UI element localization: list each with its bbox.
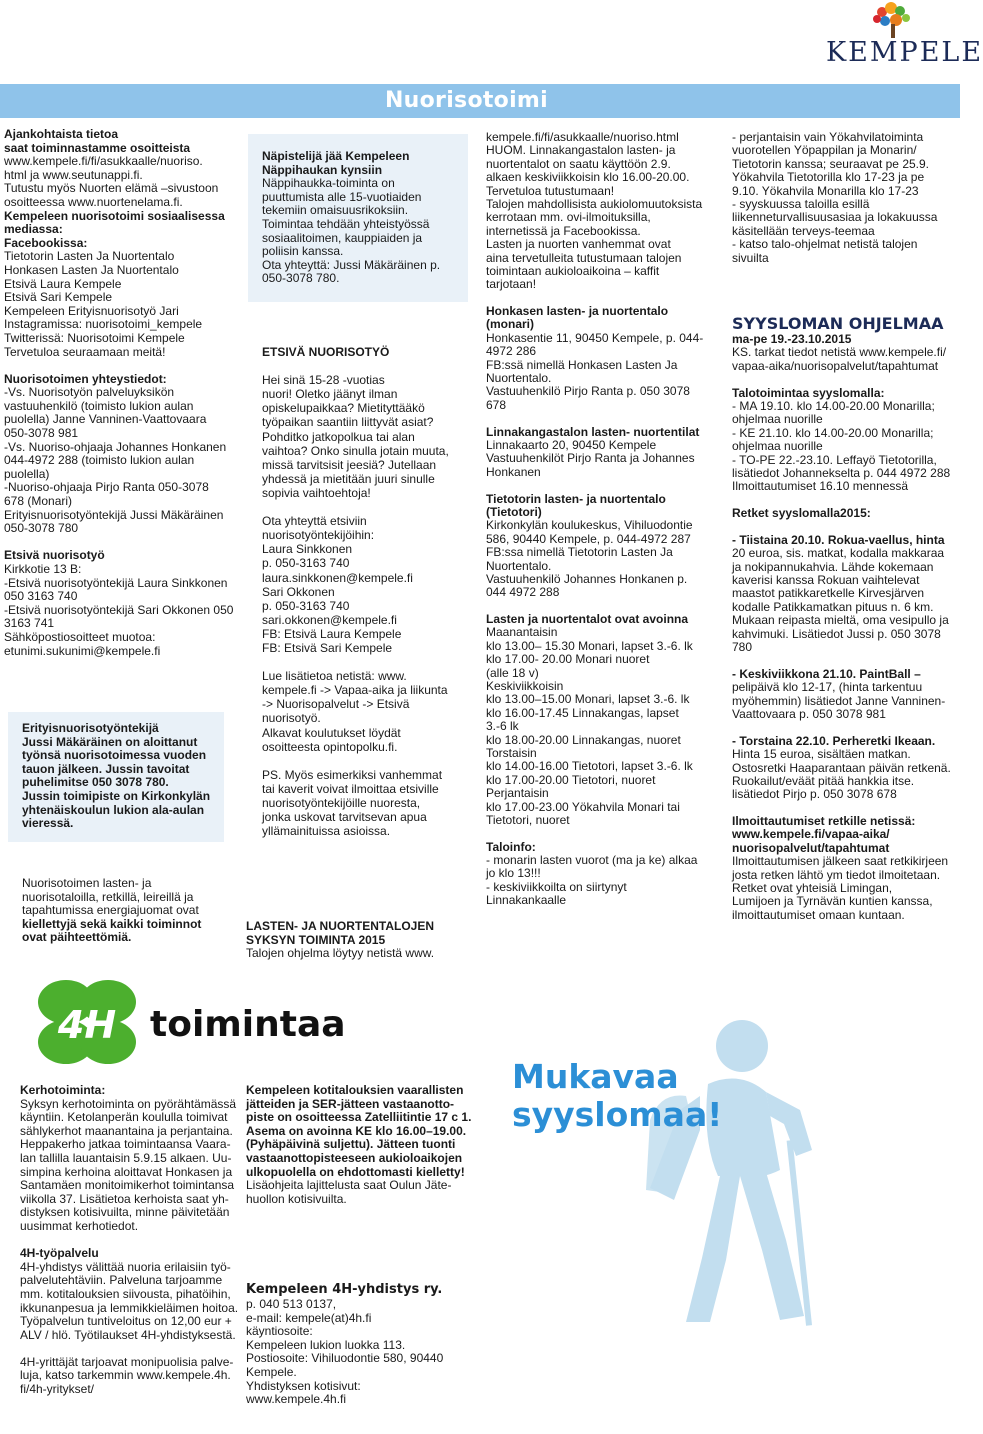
text-line: sivuilta bbox=[732, 250, 769, 265]
text-line: ALV / hlö. Työtilaukset 4H-yhdistyksestä. bbox=[20, 1327, 236, 1342]
text-line: Tietotorin lasten- ja nuortentalo bbox=[486, 491, 666, 506]
text-line: - keskiviikkoilta on siirtynyt bbox=[486, 879, 627, 894]
text-line: Näppihaukka-toiminta on bbox=[262, 176, 395, 191]
text-line: klo 18.00-20.00 Linnakangas, nuoret bbox=[486, 732, 681, 747]
text-line: klo 16.00-17.45 Linnakangas, lapset bbox=[486, 705, 679, 720]
text-line: poliisin kanssa. bbox=[262, 244, 344, 259]
text-line: puolella) Janne Vanninen-Vaattovaara bbox=[4, 412, 207, 427]
text-line: Mukaan reipasta mieltä, oma vesipullo ja bbox=[732, 613, 949, 628]
text-line: Kerhotoiminta: bbox=[20, 1083, 106, 1097]
text-line: Yökahvila Tietotorilla klo 17-23 ja pe bbox=[732, 170, 925, 185]
column-2-etsiva bbox=[262, 345, 472, 838]
text-line: Tietotorin kanssa; seuraavat pe 25.9. bbox=[732, 156, 930, 171]
text-line: josta retken lähtö ym tiedot ilmoitetaan. bbox=[732, 867, 941, 882]
text-line: nuortentalot on saatu käyttöön 2.9. bbox=[486, 156, 671, 171]
text-line: Syksyn kerhotoiminta on pyörähtämässä bbox=[20, 1096, 237, 1111]
text-line: Yhdistyksen kotisivut: bbox=[246, 1378, 361, 1393]
text-line: kiellettyjä sekä kaikki toiminnot bbox=[22, 916, 202, 931]
text-line: internetissä ja Facebookissa. bbox=[486, 223, 641, 238]
text-line: jo klo 13!!! bbox=[486, 866, 541, 881]
text-line: vastaanottopisteeseen aukioloaikojen bbox=[246, 1150, 463, 1165]
column-1 bbox=[4, 128, 234, 658]
text-line: -Etsivä nuorisotyöntekijä Laura Sinkkonen bbox=[4, 575, 228, 590]
text-line: Linnakaarto 20, 90450 Kempele bbox=[486, 437, 657, 452]
text-line: Ilmoittautumiset 16.10 mennessä bbox=[732, 479, 909, 494]
text-line: Näpistelijä jää Kempeleen bbox=[262, 149, 410, 163]
text-line: - Tiistaina 20.10. Rokua-vaellus, hinta bbox=[732, 532, 945, 547]
slogan-line-2: syyslomaa! bbox=[512, 1095, 723, 1134]
text-line: lisätiedot Pirjo p. 050 3078 678 bbox=[732, 787, 897, 802]
text-line: vuorotellen Yöpappilan ja Monarin/ bbox=[732, 143, 917, 158]
text-line: p. 050-3163 740 bbox=[262, 598, 350, 613]
text-line: Honkasentie 11, 90450 Kempele, p. 044- bbox=[486, 330, 704, 345]
text-line bbox=[20, 1234, 240, 1248]
text-line: maastot patikkaretkelle Kirvesjärven bbox=[732, 586, 925, 601]
text-line: luja, katso tarkemmin www.kempele.4h. bbox=[20, 1368, 231, 1383]
text-line: 9.10. Yökahvila Monarilla klo 17-23 bbox=[732, 183, 919, 198]
text-line: puuttumista alle 15-vuotiaiden bbox=[262, 189, 422, 204]
text-line: jätteiden ja SER-jätteen vastaanotto- bbox=[246, 1096, 455, 1111]
text-line: Facebookissa: bbox=[4, 235, 88, 250]
text-line: Sähköpostiosoitteet muotoa: bbox=[4, 629, 156, 644]
text-line: - monarin lasten vuorot (ma ja ke) alkaa bbox=[486, 853, 698, 868]
text-line: piste on osoitteessa Zatelliitintie 17 c 1. bbox=[246, 1110, 472, 1125]
text-line: fi/4h-yritykset/ bbox=[20, 1382, 95, 1397]
text-line: 044 4972 288 bbox=[486, 585, 560, 600]
text-line: Kempeleen Erityisnuorisotyö Jari bbox=[4, 303, 179, 318]
text-line: Nuortentalo. bbox=[486, 371, 552, 386]
section-banner bbox=[0, 84, 960, 118]
column-4-syysloma bbox=[732, 333, 960, 922]
text-line: aina tervetulleita tutustumaan talojen bbox=[486, 250, 682, 265]
text-line: - katso talo-ohjelmat netistä talojen bbox=[732, 237, 918, 252]
text-line: Lasten ja nuortentalot ovat avoinna bbox=[486, 612, 689, 627]
text-line: Tervetuloa tutustumaan! bbox=[486, 183, 615, 198]
text-line: käsitellään terveys-teemaa bbox=[732, 223, 875, 238]
text-line: lisätiedot Johannekselta p. 044 4972 288 bbox=[732, 465, 951, 480]
text-line: Kirkonkylän koulukeskus, Vihiluodontie bbox=[486, 518, 693, 533]
text-line: Tietotorin Lasten Ja Nuortentalo bbox=[4, 249, 175, 264]
text-line: Erityisnuorisotyöntekijä bbox=[22, 721, 159, 735]
text-line: Talojen mahdollisista aukiolomuutoksista bbox=[486, 196, 703, 211]
text-line: 780 bbox=[732, 639, 753, 654]
text-line: puhelimitse 050 3078 780. bbox=[22, 775, 169, 790]
text-line: puolella) bbox=[4, 466, 50, 481]
text-line bbox=[262, 754, 472, 768]
text-line: Heppakerho jatkaa toimintaansa Vaara- bbox=[20, 1137, 231, 1152]
text-line: tekemiin omaisuusrikoksiin. bbox=[262, 203, 409, 218]
text-line: 4H-työpalvelu bbox=[20, 1246, 99, 1261]
text-line: pelipäivä klo 12-17, (hinta tarkentuu bbox=[732, 680, 923, 695]
text-line: html ja www.seutunappi.fi. bbox=[4, 167, 143, 182]
slogan bbox=[512, 1058, 722, 1134]
column-4-intro bbox=[732, 131, 960, 265]
text-line: ma-pe 19.-23.10.2015 bbox=[732, 332, 852, 346]
text-line: Tutustu myös Nuorten elämä –sivustoon bbox=[4, 181, 219, 196]
kempele-logo bbox=[820, 0, 983, 72]
text-line: Erityisnuorisotyöntekijä Jussi Mäkäräinen bbox=[4, 507, 224, 522]
text-line: kahvimuki. Lisätiedot Jussi p. 050 3078 bbox=[732, 626, 941, 641]
text-line: Nuorisotoimen lasten- ja bbox=[22, 876, 152, 890]
text-line: Etsivä Sari Kempele bbox=[4, 290, 113, 305]
text-line: 4H-yrittäjät tarjoavat monipuolisia palve- bbox=[20, 1354, 234, 1369]
text-line bbox=[732, 721, 960, 734]
text-line: tai kaverit voivat ilmoittaa etsiville bbox=[262, 781, 439, 796]
text-line: klo 13.00–15.00 Monari, lapset 3.-6. lk bbox=[486, 692, 690, 707]
text-line: jonka uskovat tarvitsevan apua bbox=[262, 810, 427, 825]
text-line: p. 050-3163 740 bbox=[262, 556, 350, 571]
text-line: PS. Myös esimerkiksi vanhemmat bbox=[262, 767, 443, 782]
text-line: 678 (Monari) bbox=[4, 494, 73, 509]
text-line: Vastuuhenkilöt Pirjo Ranta ja Johannes bbox=[486, 451, 695, 466]
text-line: Taloinfo: bbox=[486, 839, 536, 854]
slogan-line-1: Mukavaa bbox=[512, 1057, 679, 1096]
text-line: Jussin toimipiste on Kirkonkylän bbox=[22, 788, 211, 803]
text-line: Sari Okkonen bbox=[262, 584, 335, 599]
fourh-logo bbox=[28, 972, 146, 1072]
text-line: Tietotori, nuoret bbox=[486, 812, 570, 827]
text-line: 3.-6 lk bbox=[486, 719, 519, 734]
text-line bbox=[732, 802, 960, 815]
text-line: Torstaisin bbox=[486, 745, 537, 760]
text-line: kodalle Patikkamatkan pituus n. 6 km. bbox=[732, 599, 934, 614]
text-line: simpina kerhoina aloittavat Honkasen ja bbox=[20, 1164, 233, 1179]
text-line bbox=[486, 600, 718, 613]
text-line: Jussi Mäkäräinen on aloittanut bbox=[22, 734, 198, 749]
text-line: Santamäen monitoimikerhot toimintansa bbox=[20, 1178, 235, 1193]
text-line: Pohditko jatkopolkua tai alan bbox=[262, 429, 415, 444]
text-line bbox=[486, 827, 718, 840]
text-line: Kempeleen nuorisotoimi sosiaalisessa bbox=[4, 208, 225, 223]
text-line: Työpalvelun tuntiveloitus on 12,00 eur + bbox=[20, 1314, 232, 1329]
text-line: tauon jälkeen. Jussin tavoitat bbox=[22, 761, 190, 776]
text-line: työnsä nuorisotoimessa vuoden bbox=[22, 748, 207, 763]
text-line: (alle 18 v) bbox=[486, 665, 539, 680]
text-line: missä tarvitsisit jeesiä? Jutellaan bbox=[262, 457, 437, 472]
text-line: käyntiosoite: bbox=[246, 1324, 313, 1339]
text-line: klo 14.00-16.00 Tietotori, lapset 3.-6. lk bbox=[486, 759, 693, 774]
text-line: osoitteesta opintopolku.fi. bbox=[262, 739, 398, 754]
column-3-nuortentalot bbox=[486, 131, 718, 908]
text-line: -> Nuorisopalvelut -> Etsivä bbox=[262, 697, 410, 712]
text-line: Kempele. bbox=[246, 1364, 297, 1379]
text-line: ikkunanpesua ja lemmikkieläimen hoitoa. bbox=[20, 1300, 239, 1315]
text-line bbox=[4, 536, 234, 550]
text-line: vaihtoa? Onko sinulla jotain muuta, bbox=[262, 443, 449, 458]
text-line: klo 17.00-20.00 Tietotori, nuoret bbox=[486, 772, 656, 787]
text-line: 20 euroa, sis. matkat, kodalla makkaraa bbox=[732, 546, 945, 561]
text-line: vastuuhenkilö (toimisto lukion aulan bbox=[4, 398, 194, 413]
text-line: sopivia vaihtoehtoja! bbox=[262, 485, 371, 500]
text-line: viikolla 37. Lisätietoa kerhoista saat yh- bbox=[20, 1191, 229, 1206]
text-line: Lue lisätietoa netistä: www. bbox=[262, 669, 407, 684]
text-line: opiskelupaikkaa? Mietityttääkö bbox=[262, 401, 425, 416]
text-line: Honkasen lasten- ja nuortentalo bbox=[486, 304, 669, 319]
text-line: huollon kotisivuilta. bbox=[246, 1191, 347, 1206]
text-line: 050-3078 780 bbox=[4, 521, 79, 536]
text-line: liikenneturvallisuusasiaa ja lokakuussa bbox=[732, 210, 938, 225]
text-line: etunimi.sukunimi@kempele.fi bbox=[4, 643, 161, 658]
text-line: KS. tarkat tiedot netistä www.kempele.fi/ bbox=[732, 345, 947, 360]
text-line: 678 bbox=[486, 397, 507, 412]
text-line: Perjantaisin bbox=[486, 786, 549, 801]
text-line: Honkasen Lasten Ja Nuortentalo bbox=[4, 262, 179, 277]
text-line: Ota yhteyttä: Jussi Mäkäräinen p. bbox=[262, 257, 441, 272]
text-line: www.kempele.fi/vapaa-aika/ bbox=[732, 827, 890, 842]
text-line: (Tietotori) bbox=[486, 504, 542, 519]
text-line: Näppihaukan kynsiin bbox=[262, 162, 383, 177]
text-line: Linnakangastalon lasten- nuortentilat bbox=[486, 424, 700, 439]
text-line: nuorisotaloilla, retkillä, leireillä ja bbox=[22, 889, 194, 904]
text-line: Talojen ohjelma löytyy netistä www. bbox=[246, 946, 435, 961]
text-line: nuori! Oletko jäänyt ilman bbox=[262, 387, 398, 402]
text-line: 4H-yhdistys välittää nuoria erilaisiin työ- bbox=[20, 1259, 231, 1274]
text-line: yhtenäiskoulun lukion ala-aulan bbox=[22, 802, 205, 817]
text-line: Etsivä nuorisotyö bbox=[4, 548, 105, 563]
text-line: Hei sinä 15-28 -vuotias bbox=[262, 373, 385, 388]
text-line bbox=[262, 500, 472, 514]
text-line bbox=[486, 292, 718, 305]
text-line: p. 040 513 0137, bbox=[246, 1297, 337, 1311]
text-line: 586, 90440 Kempele, p. 044-4972 287 bbox=[486, 531, 691, 546]
text-line: Ilmoittautumiset retkille netissä: bbox=[732, 814, 916, 829]
text-line: sari.okkonen@kempele.fi bbox=[262, 612, 397, 627]
text-line: Lisäohjeita lajittelusta saat Oulun Jäte- bbox=[246, 1178, 452, 1193]
text-line: Vastuuhenkilö Johannes Honkanen p. bbox=[486, 571, 688, 586]
text-line bbox=[732, 520, 960, 533]
text-line: - KE 21.10. klo 14.00-20.00 Monarilla; bbox=[732, 425, 934, 440]
text-line: sosiaalitoimen, kauppiaiden ja bbox=[262, 230, 423, 245]
clover-logo-icon bbox=[28, 972, 146, 1072]
text-line: Lumijoen ja Tyrnävän kuntien kanssa, bbox=[732, 894, 933, 909]
text-line: kaverisi kanssa Rokuan vaihtelevat bbox=[732, 573, 920, 588]
text-line: FB: Etsivä Laura Kempele bbox=[262, 626, 402, 641]
text-line: ETSIVÄ NUORISOTYÖ bbox=[262, 345, 390, 359]
text-line: vieressä. bbox=[22, 816, 74, 831]
text-line: Nuortentalo. bbox=[486, 558, 552, 573]
text-line: Vaattovaara p. 050 3078 981 bbox=[732, 706, 886, 721]
jatteet-info bbox=[246, 1084, 476, 1206]
text-line: Ruokailut/eväät pitää hankkia itse. bbox=[732, 773, 915, 788]
text-line: e-mail: kempele(at)4h.fi bbox=[246, 1310, 372, 1325]
text-line: uusimmat kerhotiedot. bbox=[20, 1218, 139, 1233]
text-line: Lasten ja nuorten vanhemmat ovat bbox=[486, 237, 671, 252]
text-line: www.kempele.4h.fi bbox=[246, 1392, 347, 1407]
text-line: (Pyhäpäivinä suljettu). Jätteen tuonti bbox=[246, 1137, 456, 1152]
text-line: osoitteessa www.nuortenelama.fi. bbox=[4, 194, 183, 209]
text-line: ulkopuolella on ehdottomasti kielletty! bbox=[246, 1164, 465, 1179]
text-line: Kempeleen lukion luokka 113. bbox=[246, 1337, 406, 1352]
text-line bbox=[262, 359, 472, 373]
text-line: Laura Sinkkonen bbox=[262, 542, 353, 557]
text-line: www.kempele.fi/fi/asukkaalle/nuoriso. bbox=[4, 154, 203, 169]
fourh-kerhotoiminta bbox=[20, 1084, 240, 1397]
text-line bbox=[4, 359, 234, 373]
text-line: tarjotaan! bbox=[486, 277, 537, 292]
text-line: LASTEN- JA NUORTENTALOJEN bbox=[246, 919, 435, 933]
text-line: vapaa-aika/nuorisopalvelut/tapahtumat bbox=[732, 358, 939, 373]
info-box-erityisnuorisotyo bbox=[8, 712, 224, 842]
text-line: ohjelmaa nuorille bbox=[732, 439, 823, 454]
section-title: Nuorisotoimi bbox=[384, 88, 548, 113]
text-line: työpaikan saantiin liittyvät asiat? bbox=[262, 415, 434, 430]
text-line: Kempeleen kotitalouksien vaarallisten bbox=[246, 1083, 464, 1097]
text-line: 4972 286 bbox=[486, 344, 537, 359]
text-line bbox=[486, 479, 718, 492]
text-line: 050-3078 780. bbox=[262, 271, 340, 286]
text-line: Maanantaisin bbox=[486, 625, 558, 640]
text-line: Ostosretki Haaparantaan päivän retkenä. bbox=[732, 760, 951, 775]
text-line: - Torstaina 22.10. Perheretki Ikeaan. bbox=[732, 733, 936, 748]
text-line: Alkavat koulutukset löydät bbox=[262, 725, 401, 740]
text-line: lan tallilla lauantaisin 5.9.15 alkaen. Uu- bbox=[20, 1150, 232, 1165]
text-line: Talotoimintaa syyslomalla: bbox=[732, 385, 885, 400]
text-line: yllämainituissa asioissa. bbox=[262, 824, 391, 839]
text-line: - syyskuussa taloilla esillä bbox=[732, 196, 870, 211]
text-line: klo 17.00-23.00 Yökahvila Monari tai bbox=[486, 799, 680, 814]
text-line bbox=[20, 1342, 240, 1356]
text-line bbox=[732, 373, 960, 386]
text-line: laura.sinkkonen@kempele.fi bbox=[262, 570, 413, 585]
text-line: 3163 741 bbox=[4, 616, 55, 631]
text-line bbox=[732, 494, 960, 507]
text-line: Retket syyslomalla2015: bbox=[732, 506, 871, 521]
fourh-title: toimintaa bbox=[150, 1004, 346, 1045]
text-line: Nuorisotoimen yhteystiedot: bbox=[4, 371, 167, 386]
text-line: FB:ssä nimellä Honkasen Lasten Ja bbox=[486, 357, 678, 372]
text-line: nuorisopalvelut/tapahtumat bbox=[732, 840, 890, 855]
text-line: Retket ovat yhteisiä Limingan, bbox=[732, 881, 893, 896]
text-line: alkaen keskiviikkoisin klo 16.00-20.00. bbox=[486, 170, 690, 185]
text-line: ilmoittautumiset omaan kuntaan. bbox=[732, 907, 905, 922]
brand-name: KEMPELE bbox=[826, 37, 983, 68]
text-line: mediassa: bbox=[4, 222, 63, 237]
text-line: yhdessä ja mietitään juuri sinulle bbox=[262, 471, 435, 486]
text-line: ohjelmaa nuorille bbox=[732, 412, 823, 427]
talojen-ohjelma-note bbox=[246, 920, 476, 961]
hiker-icon bbox=[590, 1000, 830, 1330]
text-line: kempele.fi -> Vapaa-aika ja liikunta bbox=[262, 683, 448, 698]
text-line: palvelutehtäviin. Palveluna tarjoamme bbox=[20, 1273, 223, 1288]
text-line: nuorisotyö. bbox=[262, 711, 321, 726]
text-line: FB:ssa nimellä Tietotorin Lasten Ja bbox=[486, 545, 673, 560]
text-line: Twitterissä: Nuorisotoimi Kempele bbox=[4, 330, 185, 345]
text-line: HUOM. Linnakangastalon lasten- ja bbox=[486, 143, 676, 158]
text-line: - MA 19.10. klo 14.00-20.00 Monarilla; bbox=[732, 398, 935, 413]
text-line: Postiosoite: Vihiluodontie 580, 90440 bbox=[246, 1351, 444, 1366]
text-line: kempele.fi/fi/asukkaalle/nuoriso.html bbox=[486, 130, 679, 144]
fourh-contact-title: Kempeleen 4H-yhdistys ry. bbox=[246, 1282, 443, 1297]
text-line: - Keskiviikkona 21.10. PaintBall – bbox=[732, 666, 921, 681]
text-line: FB: Etsivä Sari Kempele bbox=[262, 640, 393, 655]
text-line bbox=[262, 655, 472, 669]
text-line: sählykerhot maanantaina ja perjantaina. bbox=[20, 1123, 233, 1138]
text-line: Etsivä Laura Kempele bbox=[4, 276, 122, 291]
text-line: saat toiminnastamme osoitteista bbox=[4, 140, 191, 155]
text-line: Instagramissa: nuorisotoimi_kempele bbox=[4, 317, 203, 332]
text-line: (monari) bbox=[486, 317, 534, 332]
text-line: Toimintaa tehdään yhteistyössä bbox=[262, 216, 430, 231]
info-box-paihteettomyys bbox=[22, 877, 222, 945]
text-line: Ajankohtaista tietoa bbox=[4, 127, 119, 141]
text-line: - perjantaisin vain Yökahvilatoiminta bbox=[732, 130, 924, 144]
syysloma-heading: SYYSLOMAN OHJELMAA bbox=[732, 314, 944, 333]
text-line: ovat päihteettömiä. bbox=[22, 930, 132, 945]
text-line: -Vs. Nuoriso-ohjaaja Johannes Honkanen bbox=[4, 439, 227, 454]
text-line: mm. kotitalouksien siivousta, pihatöihin, bbox=[20, 1286, 231, 1301]
text-line: nuorisotyöntekijöihin: bbox=[262, 528, 375, 543]
text-line: Linnakankaalle bbox=[486, 893, 567, 908]
text-line: Kirkkotie 13 B: bbox=[4, 562, 82, 576]
text-line: nuorisotyöntekijöille nuoresta, bbox=[262, 796, 421, 810]
text-line: -Etsivä nuorisotyöntekijä Sari Okkonen 050 bbox=[4, 602, 234, 617]
text-line: 044-4972 288 (toimisto lukion aulan bbox=[4, 453, 195, 468]
text-line: - TO-PE 22.-23.10. Leffayö Tietotorilla, bbox=[732, 452, 937, 467]
text-line bbox=[732, 654, 960, 667]
text-line: -Vs. Nuorisotyön palveluyksikön bbox=[4, 385, 175, 400]
fourh-contact bbox=[246, 1298, 476, 1407]
text-line: Tervetuloa seuraamaan meitä! bbox=[4, 344, 166, 359]
text-line: Ota yhteyttä etsiviin bbox=[262, 514, 367, 529]
text-line: kerrotaan mm. ovi-ilmoituksilla, bbox=[486, 210, 651, 225]
text-line: käyntiin. Ketolanperän koululla toimivat bbox=[20, 1110, 228, 1125]
text-line: toimintaan aukioloaikoina – kaffit bbox=[486, 263, 660, 278]
text-line bbox=[486, 412, 718, 425]
text-line: distyksen kotisivuilta, minne päivitetään bbox=[20, 1205, 230, 1220]
fourh-logo-text: 4H bbox=[57, 1003, 117, 1047]
text-line: Honkanen bbox=[486, 464, 541, 479]
text-line: Hinta 15 euroa, sisältäen matkan. bbox=[732, 747, 911, 762]
text-line: Ilmoittautumisen jälkeen saat retkikirjeen bbox=[732, 854, 949, 869]
text-line: Keskiviikkoisin bbox=[486, 679, 564, 694]
text-line: SYKSYN TOIMINTA 2015 bbox=[246, 932, 386, 947]
text-line: 050 3163 740 bbox=[4, 589, 78, 604]
text-line: ja nokipannukahvia. Lähde kokemaan bbox=[732, 559, 934, 574]
text-line: myöhemmin) lisätiedot Janne Vanninen- bbox=[732, 693, 946, 708]
text-line: tapahtumissa energiajuomat ovat bbox=[22, 903, 199, 918]
tree-logo-icon bbox=[864, 2, 924, 40]
text-line: klo 17.00- 20.00 Monari nuoret bbox=[486, 652, 650, 667]
text-line: Vastuuhenkilö Pirjo Ranta p. 050 3078 bbox=[486, 384, 690, 399]
text-line: Asema on avoinna KE klo 16.00–19.00. bbox=[246, 1123, 467, 1138]
text-line: klo 13.00– 15.30 Monari, lapset 3.-6. lk bbox=[486, 638, 693, 653]
text-line: 050-3078 981 bbox=[4, 426, 79, 441]
text-line: -Nuoriso-ohjaaja Pirjo Ranta 050-3078 bbox=[4, 480, 209, 495]
info-box-nappihaukka bbox=[248, 134, 468, 302]
